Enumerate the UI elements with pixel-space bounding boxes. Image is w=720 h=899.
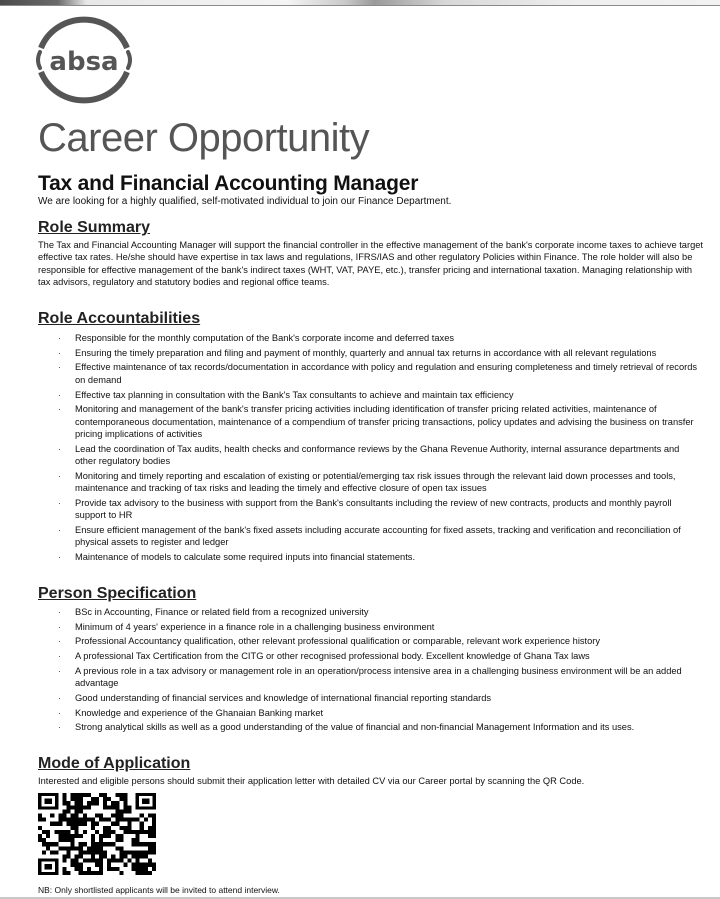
list-item: · Knowledge and experience of the Ghanaian Banking market: [58, 707, 324, 718]
application-instructions: Interested and eligible persons should submit their application letter with detailed CV via our Career portal by scanning the QR Code.: [38, 776, 585, 786]
bullet-icon: ·: [58, 722, 61, 733]
bullet-icon: ·: [58, 552, 61, 563]
list-item: · Provide tax advisory to the business with support from the Bank's consultants including the review of new contracts, products and monthly payroll support to HR: [58, 497, 672, 521]
list-item: · Minimum of 4 years' experience in a finance role in a challenging business environment: [58, 621, 435, 632]
role-accountabilities-heading: Role Accountabilities: [38, 310, 201, 327]
list-item: · Ensure efficient management of the bank's fixed assets including accurate accounting for fixed assets, tracking and verification and reconciliation of physical assets to register and ledger: [58, 525, 681, 548]
bullet-icon: ·: [58, 525, 61, 536]
job-title: Tax and Financial Accounting Manager: [38, 172, 419, 195]
bullet-icon: ·: [58, 347, 61, 358]
qr-code-icon[interactable]: [38, 793, 156, 875]
footer-note: NB: Only shortlisted applicants will be invited to attend interview.: [38, 885, 280, 895]
bullet-icon: ·: [58, 362, 61, 373]
list-item: · Responsible for the monthly computation of the Bank's corporate income and deferred taxes: [58, 333, 455, 343]
mode-of-application-heading: Mode of Application: [38, 755, 191, 772]
bullet-icon: ·: [58, 333, 61, 343]
list-item: · Monitoring and timely reporting and escalation of existing or potential/emerging tax risk issues through the relevant laid down processes and tools, maintenance and tracking of tax risks and leading the timely and effective closure of open tax issues: [58, 470, 676, 494]
list-item: · Lead the coordination of Tax audits, health checks and conformance reviews by the Ghana Revenue Authority, internal assurance departments and other regulatory bodies: [58, 443, 680, 467]
bullet-icon: ·: [58, 707, 61, 718]
list-item: · A professional Tax Certification from the CITG or other recognised professional body. Excellent knowledge of Ghana Tax laws: [58, 651, 590, 662]
bullet-icon: ·: [58, 470, 61, 481]
top-banner-strip: [0, 0, 720, 6]
list-item: · Good understanding of financial services and knowledge of international financial reporting standards: [58, 692, 492, 703]
bullet-icon: ·: [58, 692, 61, 703]
person-specification-heading: Person Specification: [38, 585, 197, 602]
list-item: · Effective maintenance of tax records/documentation in accordance with policy and regulation and ensuring completeness and timely retrieval of records on demand: [58, 362, 698, 385]
role-summary-text: The Tax and Financial Accounting Manager will support the financial controller in the effective management of the bank's corporate income taxes to achieve target effective tax rates. He/she should have expertise in tax laws and regulations, IFRS/IAS and other regulatory Policies within Finance. The role holder will also be responsible for effective management of the bank's indirect taxes (WHT, VAT, PAYE, etc.), transfer pricing and international taxation. Managing relationship with tax advisors, regulatory and statutory bodies and regional office teams.: [38, 240, 703, 288]
list-item: · Ensuring the timely preparation and filing and payment of monthly, quarterly and annual tax returns in accordance with all relevant regulations: [58, 347, 657, 358]
absa-logo: [33, 12, 135, 108]
bullet-icon: ·: [58, 497, 61, 508]
bullet-icon: ·: [58, 389, 61, 400]
intro-text: We are looking for a highly qualified, self-motivated individual to join our Finance Department.: [38, 196, 452, 207]
bullet-icon: ·: [58, 443, 61, 454]
list-item: · BSc in Accounting, Finance or related field from a recognized university: [58, 607, 369, 617]
bullet-icon: ·: [58, 607, 61, 617]
person-specification-list: [38, 606, 703, 736]
bullet-icon: ·: [58, 665, 61, 676]
role-summary-heading: Role Summary: [38, 219, 151, 236]
list-item: · Maintenance of models to calculate some required inputs into financial statements.: [58, 552, 416, 563]
list-item: · Professional Accountancy qualification, other relevant professional qualification or comparable, relevant work experience history: [58, 636, 601, 647]
list-item: · A previous role in a tax advisory or management role in an operation/process intensive area in a challenging business environment will be an added advantage: [58, 665, 682, 689]
bullet-icon: ·: [58, 636, 61, 647]
logo-text: absa: [49, 47, 119, 77]
page-title: Career Opportunity: [38, 116, 370, 160]
list-item: · Strong analytical skills as well as a good understanding of the value of financial and non-financial Management Information and its uses.: [58, 722, 635, 733]
list-item: · Effective tax planning in consultation with the Bank's Tax consultants to achieve and maintain tax efficiency: [58, 389, 514, 400]
bullet-icon: ·: [58, 651, 61, 662]
bullet-icon: ·: [58, 621, 61, 632]
list-item: · Monitoring and management of the bank's transfer pricing activities including identification of transfer pricing related activities, maintenance of contemporaneous documentation, maintenance of a compendium of transfer pricing transactions, policy updates and advising the business on transfer pricing implications of activities: [58, 404, 694, 440]
role-accountabilities-list: [38, 332, 703, 566]
bullet-icon: ·: [58, 404, 61, 415]
